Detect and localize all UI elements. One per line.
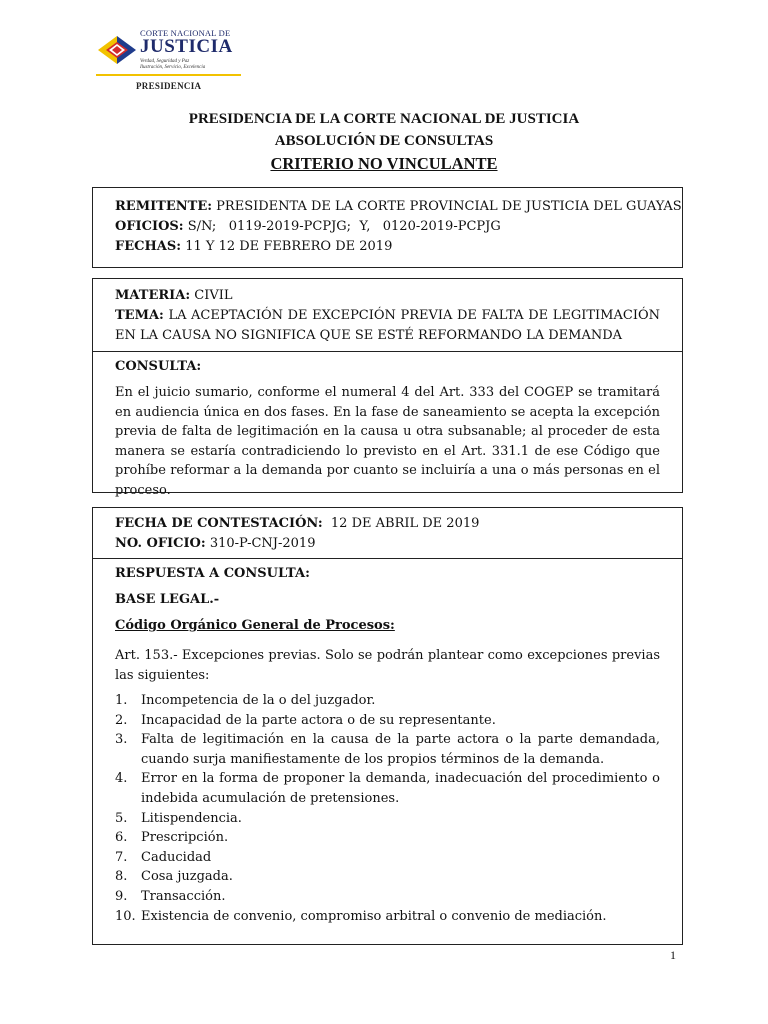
excepcion-text: Cosa juzgada. (141, 869, 233, 885)
excepcion-text: Incompetencia de la o del juzgador. (141, 693, 376, 708)
logo-motto-1: Verdad, Seguridad y Paz (140, 59, 190, 64)
title-presidencia: PRESIDENCIA DE LA CORTE NACIONAL DE JUSTICIA (188, 111, 580, 127)
oficio-label: NO. OFICIO: (115, 536, 206, 551)
remitente-line (115, 197, 682, 217)
court-logo (96, 28, 246, 94)
excepcion-item (115, 691, 660, 711)
remitente-box (92, 187, 683, 268)
remitente-label: REMITENTE: (115, 199, 213, 214)
excepcion-number: 8. (115, 869, 128, 885)
materia-value: CIVIL (194, 288, 233, 303)
respuesta-box (92, 507, 683, 945)
logo-presidencia: PRESIDENCIA (136, 81, 202, 91)
logo-line2: JUSTICIA (140, 36, 233, 57)
excepcion-number: 7. (115, 849, 128, 865)
oficio-line (115, 534, 660, 554)
excepcion-item (115, 867, 660, 887)
excepcion-text: Falta de legitimación en la causa de la parte actora o la parte demandada, cuando surja manifiestamente de los propios términos de la demanda. (141, 732, 660, 767)
excepcion-number: 3. (115, 732, 128, 748)
oficio-value: 310-P-CNJ-2019 (209, 536, 316, 551)
base-legal-label: BASE LEGAL.- (115, 592, 220, 607)
excepcion-number: 2. (115, 712, 128, 728)
oficios-line (115, 217, 660, 237)
excepcion-text: Existencia de convenio, compromiso arbitral o convenio de mediación. (141, 908, 607, 924)
tema-line (115, 306, 660, 345)
page-number: 1 (670, 948, 676, 962)
excepcion-item (115, 887, 660, 907)
excepcion-item (115, 809, 660, 829)
art-153-intro: Art. 153.- Excepciones previas. Solo se podrán plantear como excepciones previas las siguientes: (115, 648, 660, 683)
logo-divider (96, 74, 241, 76)
logo-motto-2: Ilustración, Servicio, Excelencia (140, 65, 206, 70)
court-emblem-icon (96, 32, 138, 68)
excepcion-number: 5. (115, 810, 128, 826)
fecha-contestacion-label: FECHA DE CONTESTACIÓN: (115, 516, 323, 531)
excepciones-list (115, 691, 660, 926)
fecha-contestacion-value: 12 DE ABRIL DE 2019 (330, 516, 480, 531)
excepcion-text: Error en la forma de proponer la demanda, inadecuación del procedimiento o indebida acumulación de pretensiones. (141, 771, 660, 806)
materia-label: MATERIA: (115, 288, 191, 303)
oficios-value: S/N; 0119-2019-PCPJG; Y, 0120-2019-PCPJG (187, 219, 501, 234)
tema-label: TEMA: (115, 308, 164, 323)
codigo-heading: Código Orgánico General de Procesos: (115, 618, 395, 633)
excepcion-text: Prescripción. (141, 830, 229, 846)
excepcion-item (115, 828, 660, 848)
fechas-value: 11 Y 12 DE FEBRERO DE 2019 (185, 239, 393, 254)
respuesta-label: RESPUESTA A CONSULTA: (115, 566, 310, 581)
materia-consulta-box (92, 278, 683, 498)
excepcion-text: Litispendencia. (141, 810, 242, 826)
excepcion-text: Incapacidad de la parte actora o de su representante. (141, 712, 496, 728)
excepcion-item (115, 848, 660, 868)
consulta-text: En el juicio sumario, conforme el numeral 4 del Art. 333 del COGEP se tramitará en audiencia única en dos fases. En la fase de saneamiento se acepta la excepción previa de falta de legitimación en la causa u otra subsanable; al proceder de esta manera se estaría contradiciendo lo previsto en el Art. 331.1 de ese Código que prohíbe reformar a la demanda por cuanto se incluiría a una o más personas en el proceso. (115, 385, 660, 498)
excepcion-text: Transacción. (141, 888, 226, 904)
excepcion-number: 6. (115, 830, 128, 846)
excepcion-item (115, 769, 660, 808)
excepcion-item (115, 711, 660, 731)
oficios-label: OFICIOS: (115, 219, 184, 234)
fechas-label: FECHAS: (115, 239, 182, 254)
excepcion-item (115, 730, 660, 769)
excepcion-number: 10. (115, 908, 136, 924)
fecha-contestacion-line (115, 514, 660, 534)
title-criterio: CRITERIO NO VINCULANTE (270, 154, 498, 173)
excepcion-text: Caducidad (141, 849, 212, 865)
fechas-line (115, 237, 660, 257)
remitente-value: PRESIDENTA DE LA CORTE PROVINCIAL DE JUSTICIA DEL GUAYAS (216, 199, 682, 214)
document-titles (0, 108, 768, 176)
title-absolucion: ABSOLUCIÓN DE CONSULTAS (274, 133, 494, 149)
excepcion-number: 4. (115, 771, 128, 787)
tema-value: LA ACEPTACIÓN DE EXCEPCIÓN PREVIA DE FALTA DE LEGITIMACIÓN EN LA CAUSA NO SIGNIFICA QUE SE ESTÉ REFORMANDO LA DEMANDA (115, 308, 660, 343)
materia-line (115, 286, 660, 306)
logo-motto (140, 59, 205, 71)
excepcion-number: 1. (115, 693, 128, 708)
consulta-label: CONSULTA: (115, 359, 202, 374)
excepcion-item (115, 907, 660, 927)
logo-line1: CORTE NACIONAL DE (140, 28, 231, 38)
excepcion-number: 9. (115, 888, 128, 904)
